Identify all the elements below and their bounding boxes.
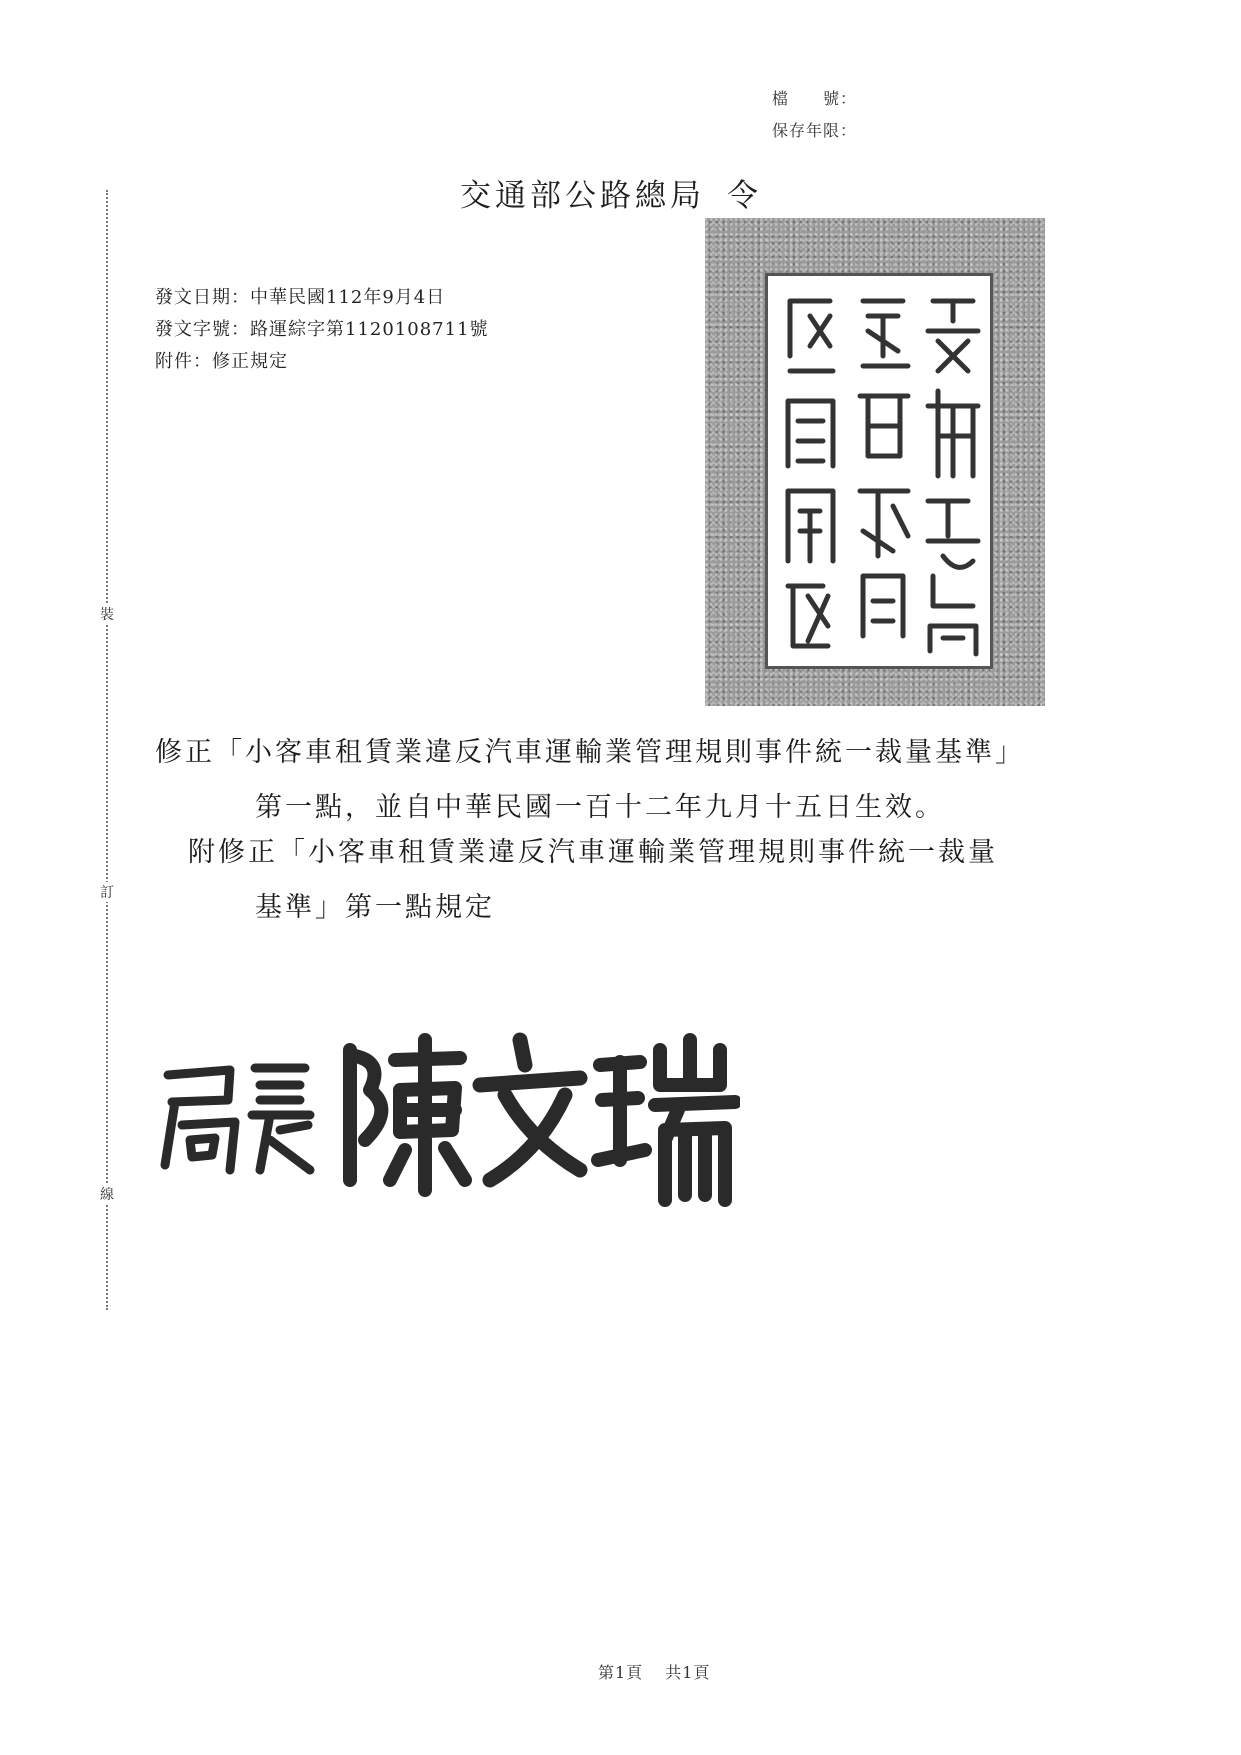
page-title	[460, 170, 762, 215]
retention-period-label: 保存年限：	[772, 121, 858, 140]
binding-line	[106, 190, 108, 1310]
agency-name: 交通部公路總局	[460, 178, 705, 214]
page-current: 第1頁	[598, 1663, 644, 1682]
page-number	[598, 1660, 710, 1683]
doc-type: 令	[727, 178, 762, 214]
official-seal-stamp	[705, 218, 1045, 706]
file-number-label: 檔 號：	[772, 89, 858, 108]
issue-info	[155, 282, 489, 378]
binding-char-xian: 線	[96, 1184, 118, 1204]
body-line-3: 附修正「小客車租賃業違反汽車運輸業管理規則事件統一裁量	[188, 837, 998, 868]
seal-inner-frame	[765, 273, 993, 669]
body-line-2: 第一點，並自中華民國一百十二年九月十五日生效。	[255, 792, 945, 823]
signature-brush-strokes	[160, 1030, 740, 1220]
director-signature	[160, 1030, 740, 1220]
binding-char-zhuang: 裝	[96, 604, 118, 624]
binding-char-ding: 訂	[96, 882, 118, 902]
body-line-1: 修正「小客車租賃業違反汽車運輸業管理規則事件統一裁量基準」	[155, 737, 1025, 768]
seal-script-glyphs	[768, 276, 990, 666]
attachment: 附件：修正規定	[155, 351, 288, 372]
issue-number: 發文字號：路運綜字第1120108711號	[155, 319, 489, 340]
issue-date: 發文日期：中華民國112年9月4日	[155, 287, 446, 308]
page-total: 共1頁	[665, 1663, 711, 1682]
body-line-4: 基準」第一點規定	[255, 892, 495, 923]
